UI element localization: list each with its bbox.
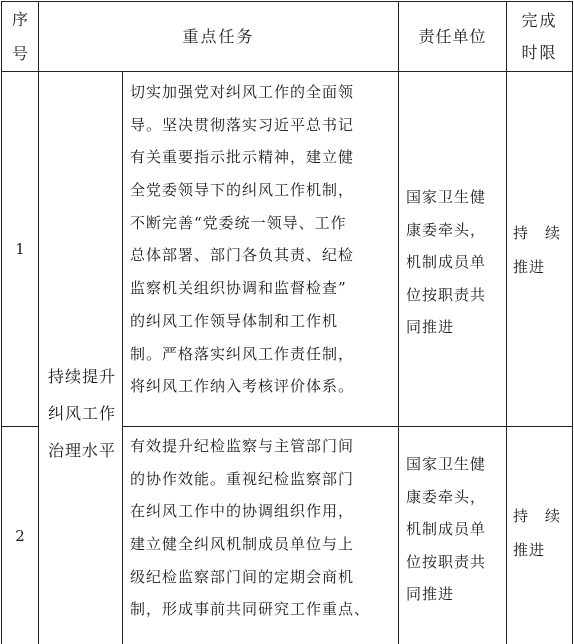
unit-line: 位按职责共	[406, 552, 487, 571]
row-1-unit	[406, 181, 504, 344]
unit-line: 机制成员单	[406, 253, 487, 271]
task-line: 全党委领导下的纠风工作机制，	[130, 181, 355, 200]
deadline-line: 持 续	[513, 507, 562, 525]
header-seq-label: 序号	[11, 9, 28, 63]
task-line: 总体部署、部门各负其责、纪检	[130, 246, 355, 265]
category-label: 持续提升纠风工作治理水平	[47, 367, 116, 460]
row-1-seq-value: 1	[15, 240, 25, 258]
unit-line: 康委牵头，	[406, 487, 487, 506]
unit-line: 位按职责共	[406, 285, 487, 304]
category-cell	[39, 72, 122, 644]
task-line: 级纪检监察部门间的定期会商机	[130, 567, 355, 586]
task-line: 有效提升纪检监察与主管部门间	[130, 437, 355, 455]
row-2-seq	[2, 427, 38, 644]
row-1-deadline	[513, 216, 571, 284]
row-2-task	[130, 430, 396, 626]
row-2-deadline	[513, 499, 571, 567]
table-border-right	[572, 1, 573, 644]
task-line: 导。坚决贯彻落实习近平总书记	[130, 115, 355, 134]
task-line: 建立健全纠风机制成员单位与上	[130, 535, 355, 554]
task-line: 在纠风工作中的协调组织作用，	[130, 502, 355, 521]
unit-line: 同推进	[406, 585, 455, 603]
unit-line: 国家卫生健	[406, 188, 487, 206]
col-divider-2	[122, 71, 123, 644]
task-line: 不断完善“党委统一领导、工作	[130, 213, 347, 232]
task-line: 监察机关组织协调和监督检查”	[130, 279, 347, 298]
header-deadline	[507, 2, 572, 71]
unit-line: 机制成员单	[406, 520, 487, 538]
deadline-line: 持 续	[513, 224, 562, 242]
header-unit-label: 责任单位	[418, 26, 487, 46]
unit-line: 康委牵头，	[406, 220, 487, 239]
row-divider-content	[122, 426, 572, 427]
task-line: 切实加强党对纠风工作的全面领	[130, 83, 355, 101]
task-line: 将纠风工作纳入考核评价体系。	[130, 377, 355, 396]
header-task	[39, 2, 398, 71]
task-line: 的纠风工作领导体制和工作机	[130, 311, 339, 330]
header-deadline-label: 完成时限	[521, 10, 558, 62]
header-task-label: 重点任务	[182, 26, 255, 46]
task-line: 有关重要指示批示精神，建立健	[130, 148, 355, 167]
col-divider-3	[398, 1, 399, 644]
header-seq	[2, 2, 38, 71]
deadline-line: 推进	[513, 541, 546, 559]
task-line: 制。严格落实纠风工作责任制，	[130, 344, 355, 363]
task-line: 的协作效能。重视纪检监察部门	[130, 469, 355, 488]
row-1-seq	[2, 72, 38, 426]
header-unit	[399, 2, 506, 71]
unit-line: 同推进	[406, 318, 455, 336]
deadline-line: 推进	[513, 258, 546, 276]
col-divider-4	[506, 1, 507, 644]
row-2-seq-value: 2	[15, 526, 25, 545]
row-1-task	[130, 76, 396, 403]
row-2-unit	[406, 448, 504, 611]
unit-line: 国家卫生健	[406, 455, 487, 473]
task-line: 制，形成事前共同研究工作重点、	[130, 600, 371, 619]
